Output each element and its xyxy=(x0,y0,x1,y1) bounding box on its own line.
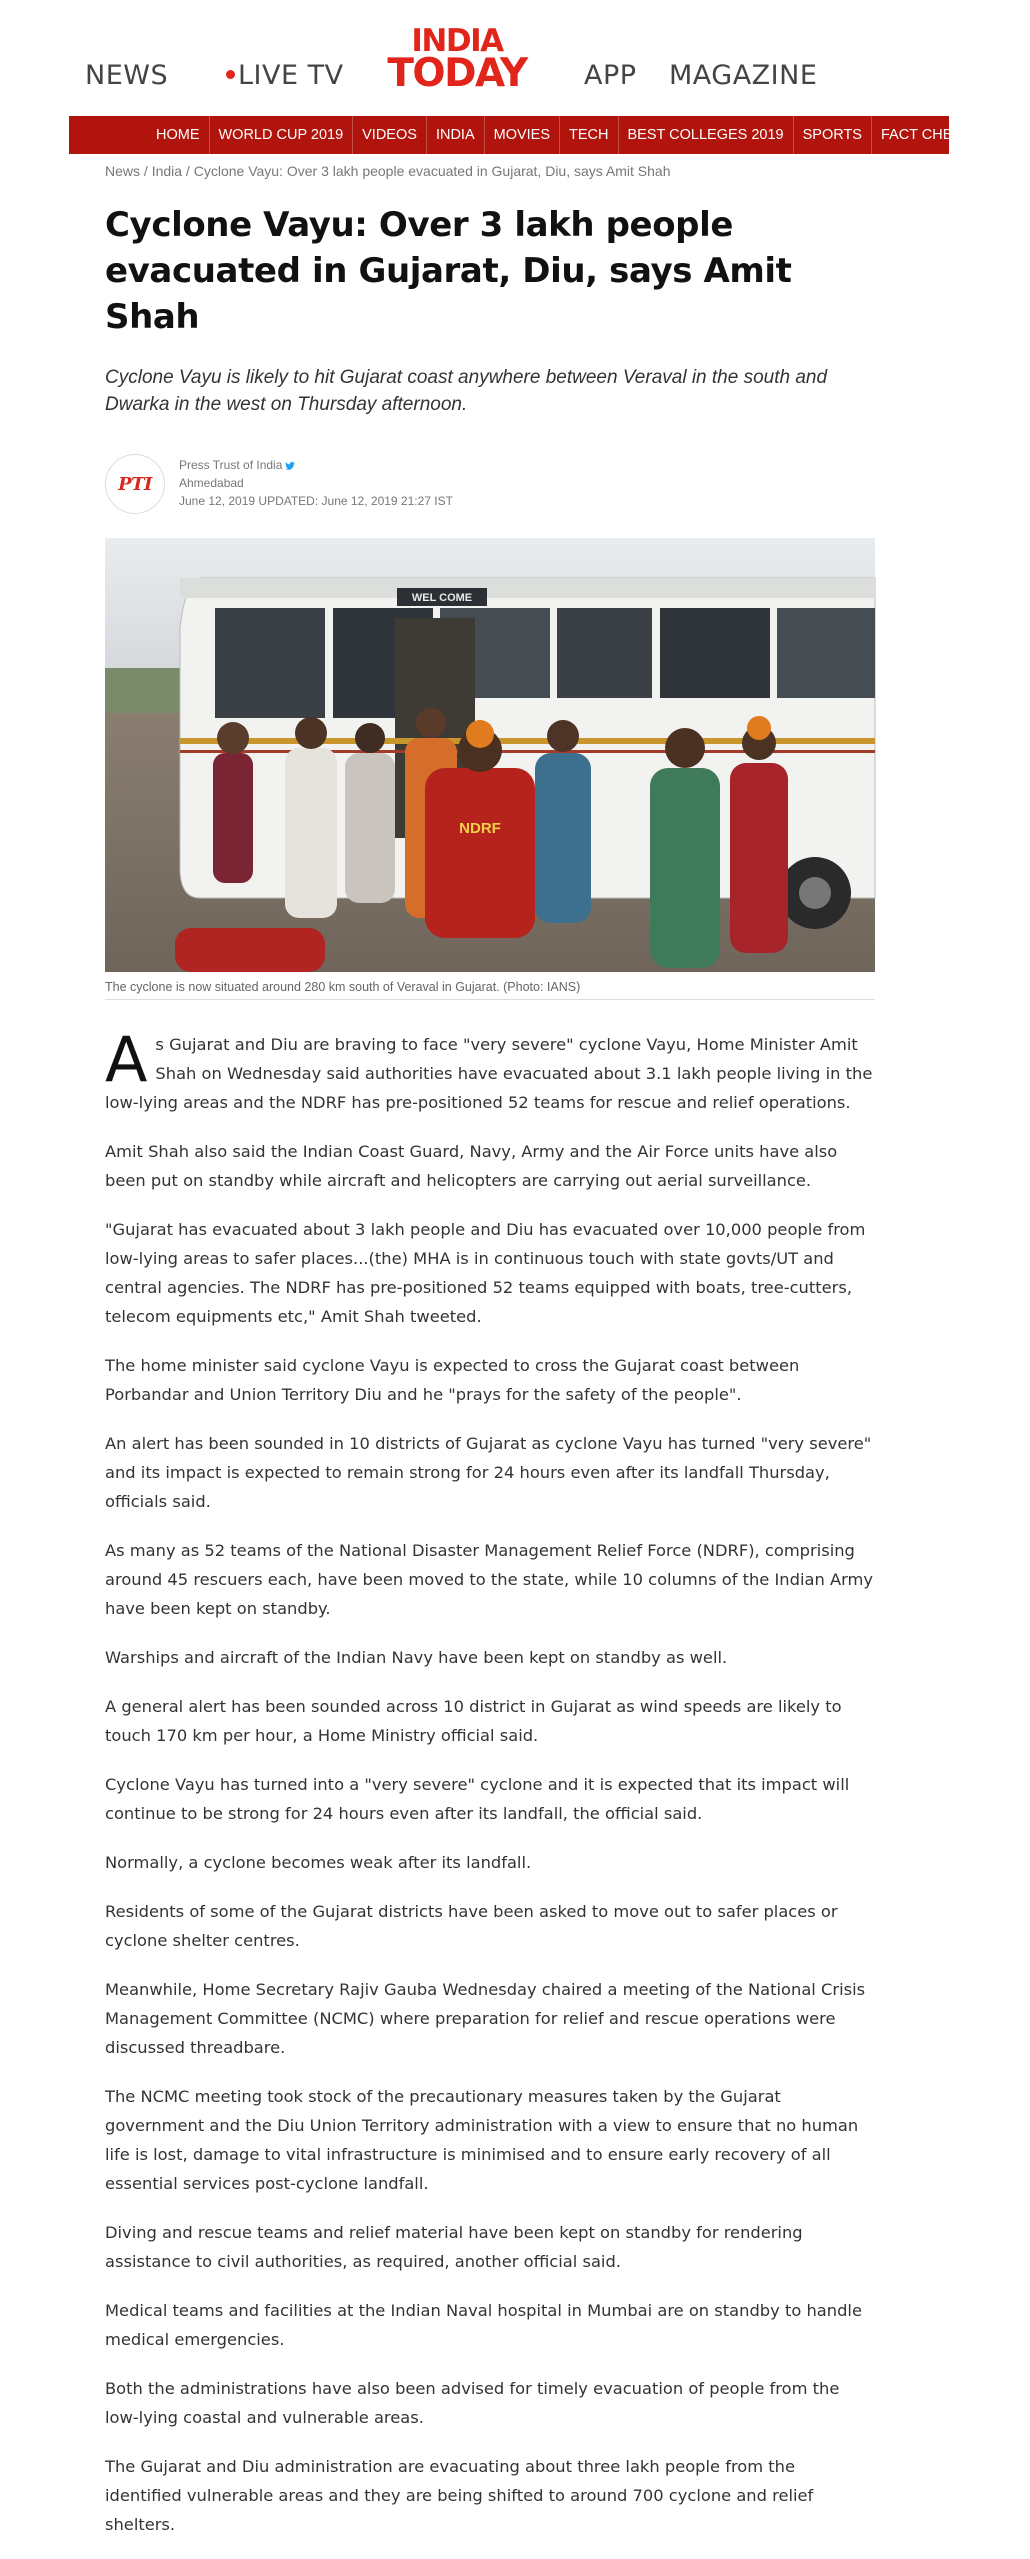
menu-item-world-cup[interactable]: WORLD CUP 2019 xyxy=(210,116,354,154)
breadcrumb xyxy=(105,160,875,182)
section-menu xyxy=(69,116,1021,154)
byline-text xyxy=(179,456,453,510)
article-paragraph: Amit Shah also said the Indian Coast Guard, Navy, Army and the Air Force units have also been put on standby while aircraft and helicopters are carrying out aerial surveillance. xyxy=(105,1142,838,1190)
menu-item-videos[interactable]: VIDEOS xyxy=(353,116,427,154)
author-avatar[interactable] xyxy=(105,454,165,514)
author-name[interactable]: Press Trust of India xyxy=(179,458,283,472)
breadcrumb-current: Cyclone Vayu: Over 3 lakh people evacuated in Gujarat, Diu, says Amit Shah xyxy=(193,163,671,179)
menu-item-trending[interactable]: TRE xyxy=(991,127,1021,143)
dateline-location: Ahmedabad xyxy=(179,476,244,490)
drop-cap: A xyxy=(105,1023,148,1096)
article-paragraph: The Gujarat and Diu administration are evacuating about three lakh people from the identified vulnerable areas and they are being shifted to around 700 cyclone and relief shelters. xyxy=(105,2457,814,2534)
article-paragraph xyxy=(105,1023,875,1117)
menu-item-best-colleges[interactable]: BEST COLLEGES 2019 xyxy=(619,116,794,154)
article-paragraph: Both the administrations have also been advised for timely evacuation of people from the low-lying coastal and vulnerable areas. xyxy=(105,2379,840,2427)
article-title: Cyclone Vayu: Over 3 lakh people evacuated in Gujarat, Diu, says Amit Shah xyxy=(105,205,792,337)
article-paragraph: As many as 52 teams of the National Disaster Management Relief Force (NDRF), comprising around 45 rescuers each, have been moved to the state, while 10 columns of the Indian Army have been kept on standby. xyxy=(105,1541,873,1618)
article-paragraph: Warships and aircraft of the Indian Navy have been kept on standby as well. xyxy=(105,1648,728,1667)
menu-item-home[interactable]: HOME xyxy=(147,116,210,154)
article-paragraph: An alert has been sounded in 10 districts of Gujarat as cyclone Vayu has turned "very severe" and its impact is expected to remain strong for 24 hours even after its landfall Thursday, officials said. xyxy=(105,1434,872,1511)
menu-item-sports[interactable]: SPORTS xyxy=(794,116,872,154)
article-paragraph: "Gujarat has evacuated about 3 lakh people and Diu has evacuated over 10,000 people from low-lying areas to safer places...(the) MHA is in continuous touch with state govts/UT and central agencies. The NDRF has pre-positioned 52 teams equipped with boats, tree-cutters, telecom equipments etc," Amit Shah tweeted. xyxy=(105,1220,866,1326)
menu-item-movies[interactable]: MOVIES xyxy=(485,116,560,154)
article-paragraph: Meanwhile, Home Secretary Rajiv Gauba Wednesday chaired a meeting of the National Crisis Management Committee (NCMC) where preparation for relief and rescue operations were discussed threadbare. xyxy=(105,1980,866,2057)
article-paragraph: Cyclone Vayu has turned into a "very severe" cyclone and it is expected that its impact will continue to be strong for 24 hours even after its landfall, the official said. xyxy=(105,1775,850,1823)
article-paragraph: Medical teams and facilities at the Indian Naval hospital in Mumbai are on standby to handle medical emergencies. xyxy=(105,2301,862,2349)
site-header xyxy=(0,0,949,112)
photo-caption: The cyclone is now situated around 280 km south of Veraval in Gujarat. (Photo: IANS) xyxy=(105,978,875,1000)
breadcrumb-separator: / xyxy=(182,163,194,179)
menu-item-india[interactable]: INDIA xyxy=(427,116,485,154)
nav-magazine-link[interactable]: MAGAZINE xyxy=(669,60,818,91)
article-photo xyxy=(105,538,875,972)
article xyxy=(105,160,875,2559)
ndrf-shirt-text: NDRF xyxy=(459,820,501,837)
nav-app-link[interactable]: APP xyxy=(584,60,637,91)
menu-item-fact-check[interactable]: FACT CHECK xyxy=(872,116,983,154)
nav-live-tv-link[interactable]: LIVE TV xyxy=(238,60,344,91)
article-paragraph: Normally, a cyclone becomes weak after its landfall. xyxy=(105,1853,532,1872)
article-paragraph: The home minister said cyclone Vayu is expected to cross the Gujarat coast between Porbandar and Union Territory Diu and he "prays for the safety of the people". xyxy=(105,1356,800,1404)
byline xyxy=(105,454,875,518)
article-paragraph: Diving and rescue teams and relief material have been kept on standby for rendering assistance to civil authorities, as required, another official said. xyxy=(105,2223,803,2271)
article-summary: Cyclone Vayu is likely to hit Gujarat coast anywhere between Veraval in the south and Dwarka in the west on Thursday afternoon. xyxy=(105,367,828,415)
breadcrumb-news[interactable]: News xyxy=(105,163,141,179)
nav-news-link[interactable]: NEWS xyxy=(85,60,169,91)
article-paragraph: A general alert has been sounded across 10 district in Gujarat as wind speeds are likely to touch 170 km per hour, a Home Ministry official said. xyxy=(105,1697,842,1745)
india-today-logo[interactable] xyxy=(382,23,532,96)
breadcrumb-separator: / xyxy=(140,163,152,179)
logo-line-2: TODAY xyxy=(387,51,527,96)
logo-line-1: INDIA xyxy=(411,23,503,59)
bus-welcome-sign: WEL COME xyxy=(411,592,473,604)
article-body xyxy=(105,1023,875,2539)
pti-logo: PTI xyxy=(118,473,152,495)
menu-item-tech[interactable]: TECH xyxy=(560,116,618,154)
paragraph-text: s Gujarat and Diu are braving to face "very severe" cyclone Vayu, Home Minister Amit Shah on Wednesday said authorities have evacuated about 3.1 lakh people living in the low-lying areas and the NDRF has pre-positioned 52 teams for rescue and relief operations. xyxy=(105,1035,873,1112)
live-indicator-icon xyxy=(226,70,235,79)
bus-evacuation-illustration xyxy=(105,538,875,972)
breadcrumb-india[interactable]: India xyxy=(151,163,183,179)
dateline: June 12, 2019 UPDATED: June 12, 2019 21:27 IST xyxy=(179,494,453,508)
article-paragraph: The NCMC meeting took stock of the precautionary measures taken by the Gujarat government and the Diu Union Territory administration with a view to ensure that no human life is lost, damage to vital infrastructure is minimised and to ensure early recovery of all essential services post-cyclone landfall. xyxy=(105,2087,859,2193)
twitter-icon[interactable] xyxy=(285,462,295,470)
article-paragraph: Residents of some of the Gujarat districts have been asked to move out to safer places or cyclone shelter centres. xyxy=(105,1902,838,1950)
